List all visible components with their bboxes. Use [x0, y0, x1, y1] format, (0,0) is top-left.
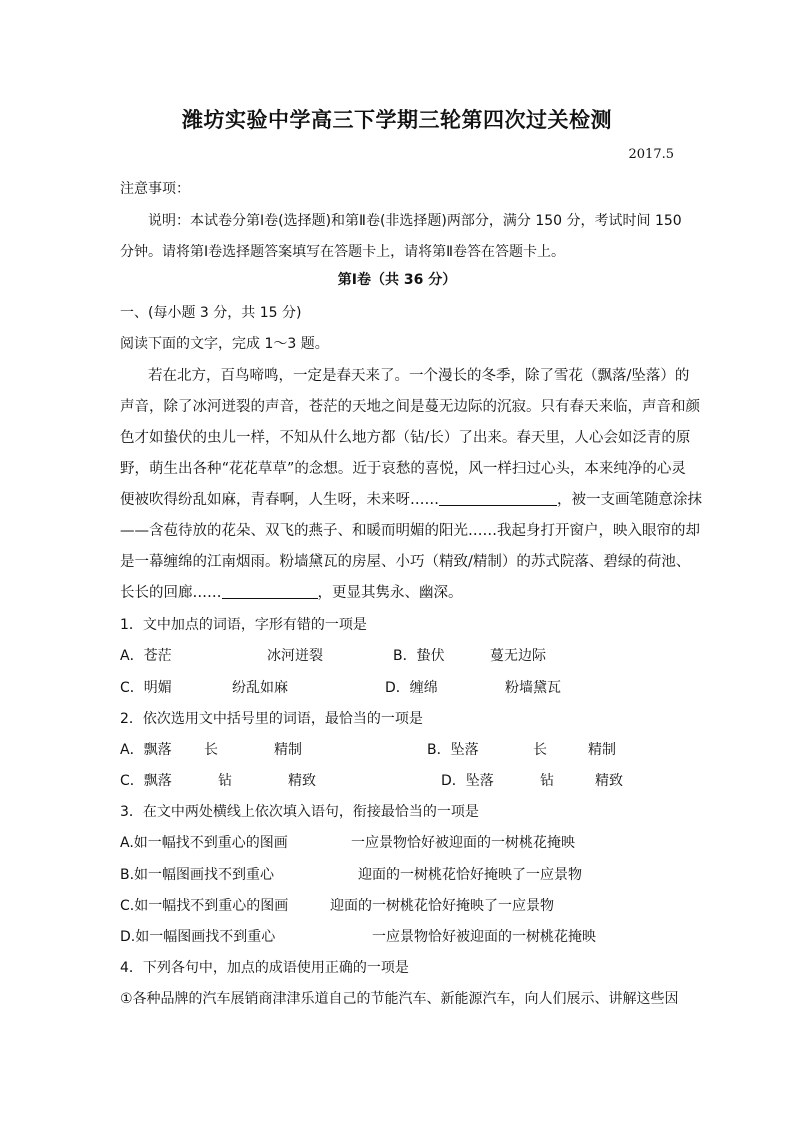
passage-line-7: 是一幕缠绵的江南烟雨。粉墙黛瓦的房屋、小巧（精致/精制）的苏式院落、碧绿的荷池、: [120, 554, 691, 570]
answer-blank-2: [222, 584, 318, 599]
q1-option-c-2: 纷乱如麻: [232, 680, 288, 696]
passage-line-8-start: 长长的回廊……: [120, 585, 222, 601]
q1-option-d-2: 粉墙黛瓦: [505, 680, 561, 696]
q3-option-b-2: 迎面的一树桃花恰好掩映了一应景物: [358, 867, 582, 883]
q3-option-c-1: C.如一幅找不到重心的图画: [120, 898, 289, 914]
part-heading: 一、(每小题 3 分，共 15 分): [120, 305, 302, 321]
q1-option-a-1: A．苍茫: [120, 648, 172, 664]
passage-line-4: 野，萌生出各种“花花草草”的念想。近于哀愁的喜悦，风一样扫过心头，本来纯净的心灵: [120, 461, 686, 477]
passage-line-1: 若在北方，百鸟啼鸣，一定是春天来了。一个漫长的冬季，除了雪花（飘落/坠落）的: [148, 368, 690, 384]
notes-heading: 注意事项：: [120, 181, 190, 197]
q3-option-b-1: B.如一幅图画找不到重心: [120, 867, 275, 883]
passage-line-2: 声音，除了冰河迸裂的声音，苍茫的天地之间是蔓无边际的沉寂。只有春天来临，声音和颜: [120, 399, 700, 415]
answer-blank-1: [439, 491, 557, 506]
q3-option-c-2: 迎面的一树桃花恰好掩映了一应景物: [330, 898, 554, 914]
q2-option-c-1: C．飘落: [120, 773, 172, 789]
reading-instruction: 阅读下面的文字，完成 1～3 题。: [120, 336, 329, 352]
q2-option-a-1: A．飘落: [120, 742, 172, 758]
q2-option-b-2: 长: [533, 742, 547, 758]
q2-option-c-2: 钻: [218, 773, 232, 789]
passage-line-8-end: ，更显其隽永、幽深。: [317, 585, 463, 601]
exam-date: 2017.5: [628, 147, 674, 162]
q4-stem: 4．下列各句中，加点的成语使用正确的一项是: [120, 960, 409, 976]
passage-line-5-end: ，被一支画笔随意涂抹: [557, 492, 702, 508]
q3-option-a-1: A.如一幅找不到重心的图画: [120, 835, 288, 851]
passage-line-3: 色才如蛰伏的虫儿一样，不知从什么地方都（钻/长）了出来。春天里，人心会如泛青的原: [120, 430, 691, 446]
q2-stem: 2．依次选用文中括号里的词语，最恰当的一项是: [120, 711, 423, 727]
q1-option-b-1: B．蛰伏: [393, 648, 445, 664]
q2-option-a-2: 长: [204, 742, 218, 758]
passage-line-5: [120, 488, 702, 509]
section-title: 第Ⅰ卷（共 36 分）: [337, 272, 457, 288]
notes-line-1: 说明：本试卷分第Ⅰ卷(选择题)和第Ⅱ卷(非选择题)两部分，满分 150 分，考试时间 150: [148, 213, 682, 229]
q2-option-a-3: 精制: [274, 742, 302, 758]
q1-option-d-1: D．缠绵: [385, 680, 438, 696]
q2-option-d-3: 精致: [595, 773, 623, 789]
q3-option-d-1: D.如一幅图画找不到重心: [120, 929, 276, 945]
q3-stem: 3．在文中两处横线上依次填入语句，衔接最恰当的一项是: [120, 804, 479, 820]
exam-title: 潍坊实验中学高三下学期三轮第四次过关检测: [182, 107, 612, 132]
q1-option-a-2: 冰河迸裂: [267, 648, 323, 664]
q2-option-c-3: 精致: [288, 773, 316, 789]
passage-line-8: [120, 581, 463, 602]
q2-option-d-1: D．坠落: [441, 773, 494, 789]
q2-option-b-3: 精制: [588, 742, 616, 758]
q2-option-d-2: 钻: [540, 773, 554, 789]
q1-option-b-2: 蔓无边际: [490, 648, 546, 664]
passage-line-6: ——含苞待放的花朵、双飞的燕子、和暖而明媚的阳光……我起身打开窗户，映入眼帘的却: [120, 523, 700, 539]
notes-line-2: 分钟。请将第Ⅰ卷选择题答案填写在答题卡上，请将第Ⅱ卷答在答题卡上。: [120, 244, 566, 260]
q2-option-b-1: B．坠落: [427, 742, 479, 758]
q1-option-c-1: C．明媚: [120, 680, 172, 696]
q3-option-a-2: 一应景物恰好被迎面的一树桃花掩映: [351, 835, 575, 851]
q4-sentence-1: ①各种品牌的汽车展销商津津乐道自己的节能汽车、新能源汽车，向人们展示、讲解这些因: [120, 991, 679, 1007]
q3-option-d-2: 一应景物恰好被迎面的一树桃花掩映: [372, 929, 596, 945]
passage-line-5-start: 便被吹得纷乱如麻，青春啊，人生呀，未来呀……: [120, 492, 439, 508]
q1-stem: 1．文中加点的词语，字形有错的一项是: [120, 617, 367, 633]
